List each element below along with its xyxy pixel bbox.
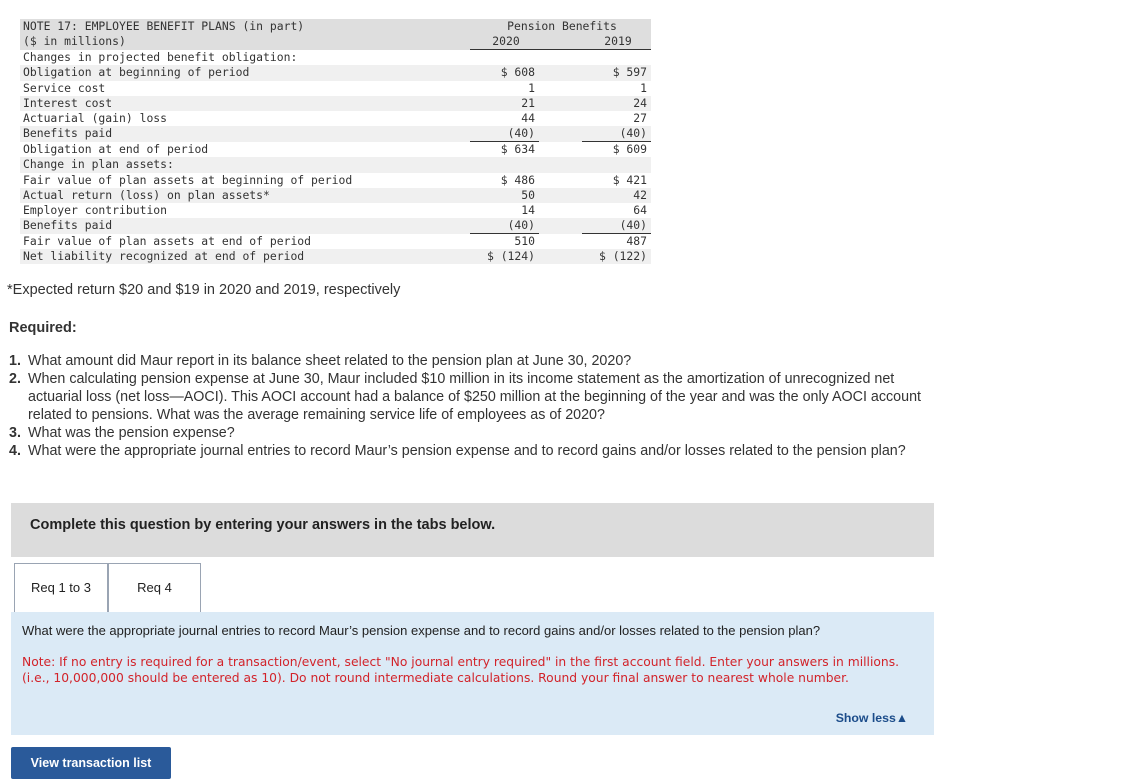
row-label: Service cost [23, 80, 106, 95]
value-2019: $ 421 [612, 172, 647, 187]
row-label: Employer contribution [23, 202, 168, 217]
tab-bar [11, 563, 934, 613]
instructions-banner [11, 503, 934, 557]
pension-note-table [20, 19, 651, 264]
value-2020: $ 486 [500, 172, 535, 187]
value-2020: (40) [470, 126, 539, 142]
question-item: 2. When calculating pension expense at June 30, Maur included $10 million in its income statement as the amortization of unrecognized net actuarial loss (net loss—AOCI). This AOCI account had a balance of $250 million at the beginning of the year and was the only AOCI account related to pensions. What was the average remaining service life of employees as of 2020? [9, 371, 921, 423]
value-2020 [470, 50, 539, 66]
table-row [20, 249, 651, 264]
value-2020: 50 [470, 188, 539, 203]
value-2019: 1 [640, 80, 647, 95]
row-label: Fair value of plan assets at end of period [23, 233, 312, 248]
row-label: Actuarial (gain) loss [23, 110, 168, 125]
table-row [20, 173, 651, 188]
table-row [20, 81, 651, 96]
value-2019 [582, 50, 651, 66]
view-transaction-list-button[interactable]: View transaction list [11, 747, 171, 779]
table-row [20, 96, 651, 111]
value-2020: $ (124) [470, 249, 539, 264]
question-item: 1. What amount did Maur report in its balance sheet related to the pension plan at June 30, 2020? [9, 353, 632, 369]
note-units: ($ in millions) [20, 34, 470, 50]
table-row [20, 234, 651, 250]
row-label: Interest cost [20, 96, 470, 111]
table-row [20, 50, 651, 66]
value-2019: $ (122) [582, 249, 651, 264]
tab-req-1-to-3[interactable]: Req 1 to 3 [14, 563, 108, 612]
row-label: Fair value of plan assets at beginning of period [23, 172, 353, 187]
row-label: Obligation at end of period [23, 141, 209, 156]
row-label: Changes in projected benefit obligation: [23, 50, 298, 65]
triangle-up-icon: ▲ [895, 711, 908, 725]
value-2019: 27 [633, 110, 647, 125]
row-label: Actual return (loss) on plan assets* [20, 188, 470, 203]
value-2020: $ 608 [470, 65, 539, 80]
value-2019: $ 609 [612, 142, 647, 157]
pension-benefits-header: Pension Benefits [470, 19, 651, 34]
table-row [20, 218, 651, 234]
col-2020-header: 2020 [470, 34, 539, 50]
value-2020: 510 [514, 234, 535, 249]
value-2019 [582, 157, 651, 172]
value-2019: 24 [582, 96, 651, 111]
value-2019: $ 597 [582, 65, 651, 80]
panel-note: Note: If no entry is required for a transaction/event, select "No journal entry required" in the first account field. Enter your answers in millions. (i.e., 10,000,000 should be entered as 10). Do not round intermediate calculations. Round your final answer to nearest whole number. [22, 655, 900, 685]
value-2020: 44 [521, 110, 535, 125]
value-2020 [470, 157, 539, 172]
value-2019: (40) [582, 126, 651, 142]
panel-question: What were the appropriate journal entries to record Maur’s pension expense and to record gains and/or losses related to the pension plan? [22, 623, 821, 638]
req4-panel [11, 612, 934, 735]
value-2020: (40) [470, 218, 539, 234]
row-label: Benefits paid [20, 218, 470, 234]
col-2019-header: 2019 [582, 34, 651, 50]
row-label: Benefits paid [20, 126, 470, 142]
footnote: *Expected return $20 and $19 in 2020 and 2019, respectively [7, 282, 401, 298]
value-2019: (40) [582, 218, 651, 234]
show-less-link[interactable]: Show less▲ [835, 711, 908, 725]
table-row [20, 142, 651, 158]
row-label: Change in plan assets: [20, 157, 470, 172]
row-label: Obligation at beginning of period [20, 65, 470, 80]
value-2020: 1 [528, 80, 535, 95]
banner-text: Complete this question by entering your answers in the tabs below. [30, 517, 496, 533]
table-row [20, 126, 651, 142]
value-2020: 21 [470, 96, 539, 111]
value-2019: 64 [633, 202, 647, 217]
table-row [20, 157, 651, 172]
required-label: Required: [9, 320, 77, 336]
value-2020: $ 634 [500, 142, 535, 157]
tab-req-4[interactable]: Req 4 [108, 563, 201, 613]
table-row [20, 111, 651, 126]
question-item: 3. What was the pension expense? [9, 425, 235, 441]
row-label: Net liability recognized at end of period [20, 249, 470, 264]
value-2019: 487 [626, 234, 647, 249]
question-item: 4. What were the appropriate journal entries to record Maur’s pension expense and to record gains and/or losses related to the pension plan? [9, 443, 906, 459]
table-row [20, 65, 651, 80]
question-list [9, 352, 944, 460]
note-title: NOTE 17: EMPLOYEE BENEFIT PLANS (in part) [20, 19, 470, 34]
table-row [20, 188, 651, 203]
table-row [20, 203, 651, 218]
value-2019: 42 [582, 188, 651, 203]
value-2020: 14 [521, 202, 535, 217]
